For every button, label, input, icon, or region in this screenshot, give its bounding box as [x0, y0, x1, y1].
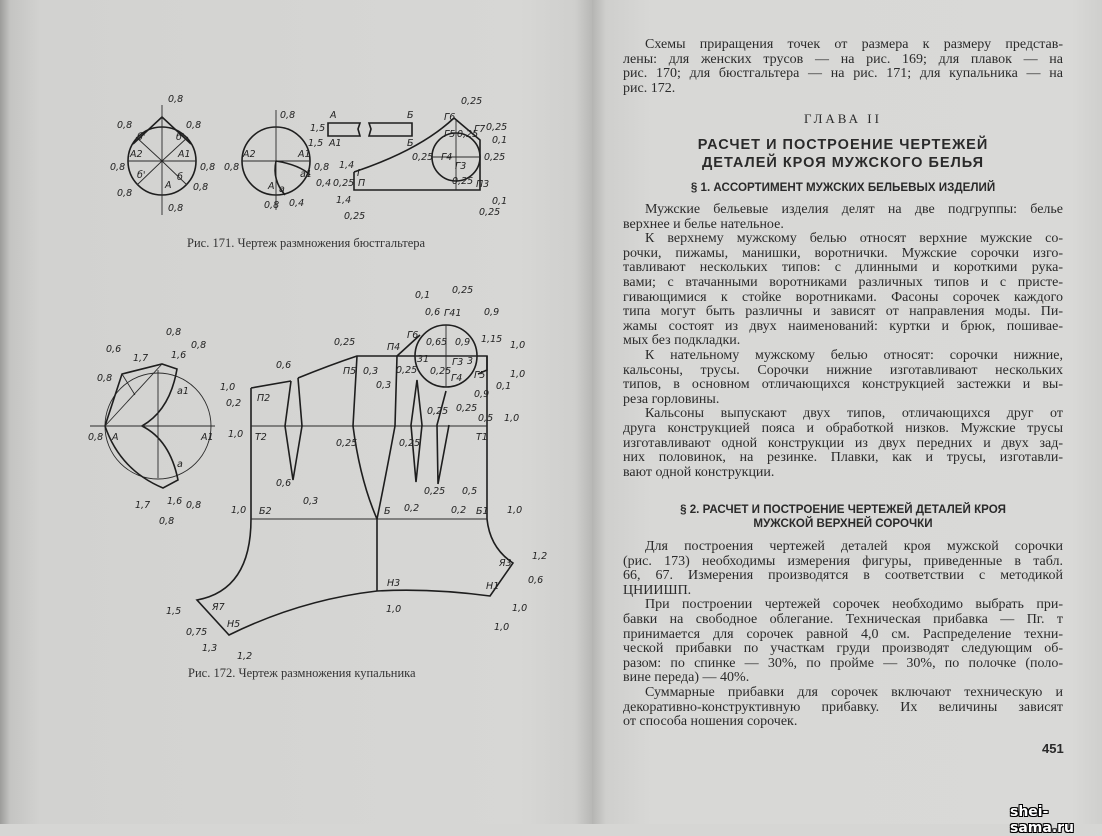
drawing-label: А	[112, 432, 119, 443]
text-line: жамы состоят из двух наименований: куртки и брюк, пошивае-	[623, 318, 1063, 334]
drawing-label: Г4	[451, 373, 463, 384]
drawing-label: 0,4	[316, 178, 332, 189]
drawing-label: 0,6	[106, 344, 122, 355]
text-line: лены: для женских трусов — на рис. 169; для плавок — на	[623, 51, 1063, 67]
text-line: друга конструкцией пояса и обработкой низков. Мужские трусы	[623, 420, 1063, 436]
drawing-label: Н3	[387, 578, 401, 589]
drawing-label: 1,5	[310, 123, 326, 134]
drawing-label: 0,2	[404, 503, 420, 514]
drawing-label: Г3	[452, 357, 464, 368]
text-line: вами; с втачанными воротниками различных типов и с присте-	[623, 274, 1063, 290]
text-line: верхнее и белье нательное.	[623, 216, 784, 232]
text-line: мых без подкладки.	[623, 333, 741, 349]
drawing-label: А2	[130, 149, 143, 160]
drawing-label: 0,2	[226, 398, 242, 409]
drawing-label: 1,7	[135, 500, 151, 511]
drawing-label: Т2	[255, 432, 267, 443]
text-line: Схемы приращения точек от размера к размеру представ-	[645, 37, 1063, 52]
text-line: рочки, пижамы, манишки, воротнички. Мужские сорочки изго-	[623, 245, 1063, 261]
drawing-label: 1,6	[171, 350, 187, 361]
text-line: Кальсоны выпускают двух типов, отличающихся друг от	[645, 406, 1063, 422]
drawing-label: 0,6	[528, 575, 544, 586]
drawing-label: А1	[201, 432, 214, 443]
drawing-label: 1,0	[386, 604, 402, 615]
drawing-label: Г4	[441, 152, 453, 163]
text-line: вают одной конструкции.	[623, 464, 775, 480]
drawing-label: 0,25	[456, 403, 478, 414]
drawing-label: Г3	[455, 161, 467, 172]
drawing-label: б'	[137, 132, 146, 143]
drawing-label: 0,2	[451, 505, 467, 516]
chapter-label: ГЛАВА II	[804, 111, 882, 126]
text-line: типов, в основном отличающихся конструкцией застежки и вы-	[623, 377, 1063, 393]
drawing-label: А	[268, 181, 275, 192]
drawing-label: 0,8	[193, 182, 209, 193]
drawing-label: 0,25	[430, 366, 452, 377]
drawing-label: 0,25	[452, 285, 474, 296]
drawing-label: Н1	[486, 581, 500, 592]
drawing-label: 31	[417, 354, 430, 365]
drawing-label: 0,8	[191, 340, 207, 351]
drawing-label: 0,25	[344, 211, 366, 222]
text-line: ЦНИИШП.	[623, 582, 692, 598]
drawing-label: 0,25	[486, 122, 508, 133]
text-line: ческой прибавки по участкам груди производят следующим об-	[623, 641, 1063, 657]
swimsuit-side-seam	[353, 356, 397, 591]
drawing-label: 0,25	[336, 438, 358, 449]
drawing-label: Б1	[476, 506, 489, 517]
text-line: разом: по спинке — 30%, по пройме — 30%, по полочке (поло-	[623, 655, 1063, 671]
drawing-label: 0,5	[462, 486, 478, 497]
intro-paragraph	[623, 38, 1063, 96]
drawing-label: 0,6	[425, 307, 441, 318]
drawing-label: 0,9	[455, 337, 471, 348]
text-line: кальсоны, трусы. Сорочки нижние изготавливают нескольких	[623, 362, 1063, 378]
section-2-heading	[623, 503, 1063, 531]
drawing-label: А1	[329, 138, 342, 149]
text-line: них половинок, на резинке. Плавки, как и трусы, изготавли-	[623, 450, 1063, 466]
drawing-label: 0,3	[303, 496, 319, 507]
drawing-label: 0,25	[461, 96, 483, 107]
drawing-label: 0,4	[289, 198, 305, 209]
drawing-label: 1,4	[339, 160, 355, 171]
text-line: вине переда) — 40%.	[623, 670, 750, 686]
drawing-label: а	[279, 184, 285, 195]
drawing-label: 0,8	[314, 162, 330, 173]
drawing-label: Г6	[444, 112, 456, 123]
drawing-label: 1,0	[510, 369, 526, 380]
text-line: гивающимися к стойке воротниками. Фасоны сорочек каждого	[623, 289, 1063, 305]
drawing-label: 0,6	[276, 360, 292, 371]
drawing-label: 0,25	[412, 152, 434, 163]
section-1-body	[623, 203, 1063, 480]
chapter-title-line: РАСЧЕТ И ПОСТРОЕНИЕ ЧЕРТЕЖЕЙ	[697, 137, 989, 153]
drawing-label: 1,0	[507, 505, 523, 516]
drawing-label: 0,1	[492, 135, 508, 146]
text-line: (рис. 173) необходимы измерения фигуры, приведенные в табл.	[623, 553, 1063, 569]
drawing-label: Б	[384, 506, 391, 517]
drawing-label: 0,8	[159, 516, 175, 527]
drawing-label: 0,9	[474, 389, 490, 400]
drawing-label: Г7	[474, 124, 486, 135]
drawing-label: 0,8	[224, 162, 240, 173]
drawing-label: 1,5	[166, 606, 182, 617]
drawing-label: 1,0	[510, 340, 526, 351]
drawing-label: 1,7	[133, 353, 149, 364]
drawing-label: А1	[178, 149, 191, 160]
drawing-label: П3	[476, 179, 490, 190]
section-1-heading: § 1. АССОРТИМЕНТ МУЖСКИХ БЕЛЬЕВЫХ ИЗДЕЛИЙ	[690, 181, 996, 194]
drawing-label: Г5	[444, 129, 456, 140]
drawing-label: 0,9	[484, 307, 500, 318]
drawing-label: 0,1	[496, 381, 512, 392]
drawing-label: 0,8	[186, 120, 202, 131]
drawing-label: 1,0	[228, 429, 244, 440]
text-line: реза горловины.	[623, 391, 720, 407]
text-line: от способа ношения сорочек.	[623, 714, 798, 730]
drawing-label: 0,8	[166, 327, 182, 338]
drawing-label: Я3	[499, 558, 512, 569]
back-dart	[285, 378, 302, 480]
drawing-label: 1,0	[231, 505, 247, 516]
drawing-label: 1,0	[504, 413, 520, 424]
drawing-label: 0,25	[399, 438, 421, 449]
drawing-label: 1,4	[336, 195, 352, 206]
text-line: рис. 172.	[623, 80, 676, 96]
figure-171-caption: Рис. 171. Чертеж размножения бюстгальтера	[187, 236, 426, 250]
drawing-label: 0,8	[110, 162, 126, 173]
drawing-label: 0,1	[492, 196, 508, 207]
drawing-label: Я7	[212, 602, 225, 613]
front-dart-1	[411, 380, 422, 482]
text-line: Мужские бельевые изделия делят на две подгруппы: белье	[645, 202, 1063, 217]
front-dart-2	[437, 391, 449, 484]
drawing-label: б'	[176, 132, 185, 143]
drawing-label: 0,6	[276, 478, 292, 489]
section-2-heading-line: МУЖСКОЙ ВЕРХНЕЙ СОРОЧКИ	[753, 517, 933, 530]
drawing-label: 0,8	[264, 200, 280, 211]
text-line: тавливают нескольких типов: с длинными и короткими рука-	[623, 260, 1063, 276]
drawing-label: 0,25	[452, 176, 474, 187]
drawing-label: П	[358, 178, 366, 189]
text-line: К нательному мужскому белью относят: сорочки нижние,	[645, 347, 1063, 363]
drawing-label: 0,5	[478, 413, 494, 424]
drawing-label: А2	[243, 149, 256, 160]
text-line: Для построения чертежей деталей кроя мужской сорочки	[645, 539, 1063, 554]
drawing-label: Г5	[474, 370, 486, 381]
drawing-label: Г41	[444, 308, 462, 319]
drawing-label: Н5	[227, 619, 241, 630]
chapter-title-line: ДЕТАЛЕЙ КРОЯ МУЖСКОГО БЕЛЬЯ	[701, 155, 985, 171]
drawing-label: 0,75	[186, 627, 208, 638]
drawing-label: 0,8	[88, 432, 104, 443]
drawing-label: а1	[300, 169, 312, 180]
section-2-body	[623, 540, 1063, 730]
drawing-label: б'	[137, 170, 146, 181]
drawing-label: 0,25	[333, 178, 355, 189]
figure-172-swimsuit-grading-drawing	[88, 285, 547, 680]
drawing-label: П5	[343, 366, 357, 377]
drawing-label: Г	[357, 168, 363, 179]
drawing-label: П4	[387, 342, 401, 353]
drawing-label: 1,0	[220, 382, 236, 393]
drawing-label: 0,1	[415, 290, 431, 301]
text-line: изготавливают одной конструкции из двух передних и двух зад-	[623, 435, 1063, 451]
drawing-label: 0,8	[168, 94, 184, 105]
watermark: shei-sama.ru	[1010, 804, 1075, 836]
drawing-label: 1,5	[308, 138, 324, 149]
drawing-label: 0,3	[376, 380, 392, 391]
drawing-label: 0,8	[168, 203, 184, 214]
drawing-label: А1	[298, 149, 311, 160]
text-line: бавки на свободное облегание. Техническая прибавка — Пг. т	[623, 611, 1063, 627]
drawing-label: 1,2	[532, 551, 548, 562]
drawing-label: Б	[407, 138, 414, 149]
drawing-label: 0,25	[424, 486, 446, 497]
drawing-label: 0,25	[479, 207, 501, 218]
drawing-label: а	[177, 459, 183, 470]
cup2-axes	[242, 110, 310, 210]
drawing-label: 1,15	[481, 334, 503, 345]
drawing-label: 0,25	[484, 152, 506, 163]
drawing-label: А	[330, 110, 337, 121]
text-line: декоративно-конструктивную прибавку. Их величины зависят	[623, 699, 1063, 715]
drawing-label: 1,3	[202, 643, 218, 654]
text-line: 66, 67. Измерения производятся в соответствии с методикой	[623, 568, 1063, 584]
drawing-label: 1,0	[494, 622, 510, 633]
drawing-label: 0,3	[363, 366, 379, 377]
strap-piece-b	[369, 123, 412, 136]
drawing-label: 0,25	[427, 406, 449, 417]
drawing-label: 0,8	[186, 500, 202, 511]
drawing-label: Г6	[407, 330, 419, 341]
section-2-heading-line: § 2. РАСЧЕТ И ПОСТРОЕНИЕ ЧЕРТЕЖЕЙ ДЕТАЛЕЙ КРОЯ	[680, 503, 1006, 516]
drawing-label: 0,65	[426, 337, 448, 348]
drawing-label: 1,6	[167, 496, 183, 507]
drawing-label: Б	[407, 110, 414, 121]
drawing-label: 0,25	[396, 365, 418, 376]
figure-172-caption: Рис. 172. Чертеж размножения купальника	[188, 666, 416, 680]
text-line: типа могут быть различны и зависят от направления моды. Пи-	[623, 304, 1063, 320]
page-number: 451	[1042, 741, 1064, 756]
drawing-label: 0,8	[280, 110, 296, 121]
drawing-label: 0,8	[117, 120, 133, 131]
drawing-label: Б2	[259, 506, 272, 517]
drawing-label: 0,25	[457, 129, 479, 140]
drawing-label: 0,8	[200, 162, 216, 173]
text-line: При построении чертежей сорочек необходимо выбрать при-	[645, 597, 1063, 613]
drawing-label: 0,25	[334, 337, 356, 348]
text-line: принимается для сорочек равной 4,0 см. Распределение техни-	[623, 626, 1063, 642]
text-line: рис. 170; для бюстгальтера — на рис. 171; для купальника — на	[623, 66, 1063, 82]
drawing-label: 0,8	[97, 373, 113, 384]
drawing-label: 0,8	[117, 188, 133, 199]
drawing-label: Т1	[476, 432, 488, 443]
text-line: Суммарные прибавки для сорочек включают техническую и	[645, 684, 1063, 700]
drawing-label: а1	[177, 386, 189, 397]
text-line: К верхнему мужскому белью относят верхние мужские со-	[645, 231, 1063, 247]
drawing-label: б	[177, 172, 183, 183]
figure-171-bra-grading-drawing	[110, 94, 507, 250]
drawing-label: 1,2	[237, 651, 253, 662]
drawing-label: П2	[257, 393, 271, 404]
strap-piece-a	[328, 123, 360, 136]
drawing-label: 1,0	[512, 603, 528, 614]
chapter-title	[623, 136, 1063, 172]
drawing-label: 3	[467, 356, 474, 367]
drawing-label: А	[165, 180, 172, 191]
